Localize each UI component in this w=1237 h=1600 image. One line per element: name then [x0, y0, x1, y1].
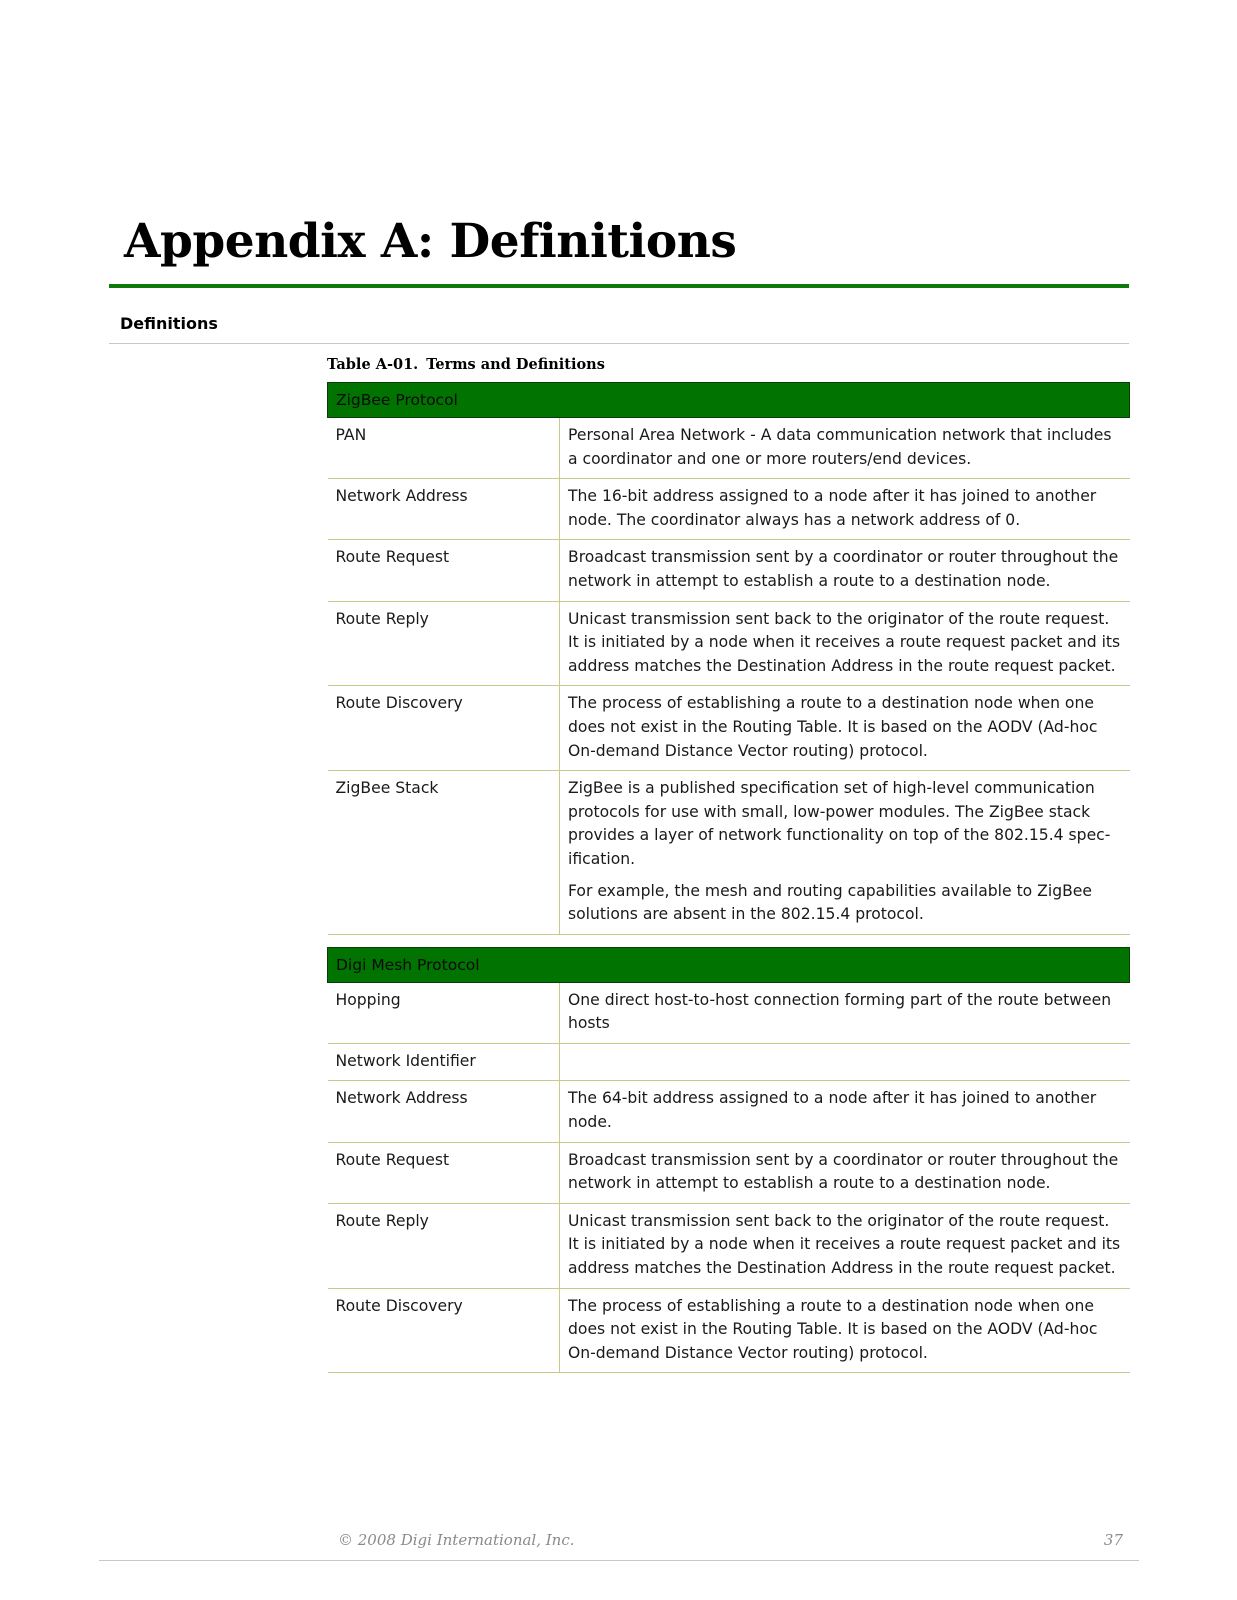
table-row [328, 540, 1130, 601]
term-cell: Route Reply [328, 1203, 560, 1288]
table-row [328, 601, 1130, 686]
table-row [328, 1081, 1130, 1142]
definitions-table [327, 382, 1129, 1373]
definition-paragraph: The process of establishing a route to a destination node when one does not exist in the Routing Table. It is based on the AODV (Ad-hoc On-demand Distance Vector routing) protocol. [568, 1296, 1098, 1362]
definition-cell [560, 601, 1130, 686]
definition-cell [560, 479, 1130, 540]
table-row [328, 771, 1130, 935]
definition-cell [560, 982, 1130, 1043]
definition-cell [560, 1081, 1130, 1142]
table-caption [327, 356, 605, 373]
definition-cell [560, 771, 1130, 935]
definition-cell [560, 1043, 1130, 1081]
definition-paragraph: The process of establishing a route to a destination node when one does not exist in the Routing Table. It is based on the AODV (Ad-hoc On-demand Distance Vector routing) protocol. [568, 694, 1098, 760]
definition-paragraph: Broadcast transmission sent by a coordinator or router throughout the network in attempt to establish a route to a destination node. [568, 1150, 1119, 1193]
term-cell: Network Address [328, 1081, 560, 1142]
table-caption-title: Terms and Definitions [426, 356, 605, 373]
table-caption-number: Table A-01. [327, 356, 419, 373]
footer-copyright: © 2008 Digi International, Inc. [338, 1531, 575, 1549]
section-header-row [328, 383, 1130, 418]
page-title: Appendix A: Definitions [124, 214, 737, 269]
definition-cell [560, 1288, 1130, 1373]
definition-cell [560, 418, 1130, 479]
section-header-row [328, 947, 1130, 982]
definition-paragraph: ZigBee is a published specification set of high-level communication protocols for use with small, low-power modules. The ZigBee stack provides a layer of network functionality on top of the 802.15.4 spec-ification. [568, 779, 1111, 868]
table-row [328, 982, 1130, 1043]
definition-paragraph: Personal Area Network - A data communication network that includes a coordinator and one or more routers/end devices. [568, 426, 1112, 468]
term-cell: Route Reply [328, 601, 560, 686]
definition-paragraph: One direct host-to-host connection forming part of the route between hosts [568, 990, 1112, 1033]
definition-cell [560, 540, 1130, 601]
table-row [328, 479, 1130, 540]
term-cell: Hopping [328, 982, 560, 1043]
definition-paragraph: The 64-bit address assigned to a node after it has joined to another node. [568, 1089, 1097, 1132]
table-section [327, 382, 1130, 935]
table-row [328, 418, 1130, 479]
table-row [328, 1142, 1130, 1203]
term-cell: Route Discovery [328, 686, 560, 771]
definition-cell [560, 1203, 1130, 1288]
table-row [328, 1203, 1130, 1288]
definition-paragraph: Unicast transmission sent back to the originator of the route request. It is initiated by a node when it receives a route request packet and its address matches the Destination Address in the route request packet. [568, 1211, 1121, 1278]
section-header: Digi Mesh Protocol [328, 947, 1130, 982]
page-number: 37 [1103, 1531, 1123, 1549]
section-header: ZigBee Protocol [328, 383, 1130, 418]
definition-cell [560, 1142, 1130, 1203]
table-section [327, 947, 1130, 1374]
table-row [328, 1043, 1130, 1081]
definition-cell [560, 686, 1130, 771]
definition-paragraph: Broadcast transmission sent by a coordinator or router throughout the network in attempt to establish a route to a destination node. [568, 548, 1119, 590]
term-cell: Network Address [328, 479, 560, 540]
footer-rule [99, 1560, 1139, 1561]
term-cell: Route Request [328, 1142, 560, 1203]
term-cell: ZigBee Stack [328, 771, 560, 935]
term-cell: PAN [328, 418, 560, 479]
term-cell: Network Identifier [328, 1043, 560, 1081]
table-row [328, 686, 1130, 771]
definition-paragraph: Unicast transmission sent back to the originator of the route request. It is initiated by a node when it receives a route request packet and its address matches the Destination Address in the route request packet. [568, 609, 1121, 675]
table-row [328, 1288, 1130, 1373]
definition-paragraph: For example, the mesh and routing capabilities available to ZigBee solutions are absent in the 802.15.4 protocol. [568, 881, 1092, 924]
term-cell: Route Request [328, 540, 560, 601]
term-cell: Route Discovery [328, 1288, 560, 1373]
section-label: Definitions [120, 314, 218, 333]
section-rule [109, 343, 1129, 344]
title-rule [109, 284, 1129, 288]
definition-paragraph: The 16-bit address assigned to a node after it has joined to another node. The coordinator always has a network address of 0. [568, 487, 1097, 529]
